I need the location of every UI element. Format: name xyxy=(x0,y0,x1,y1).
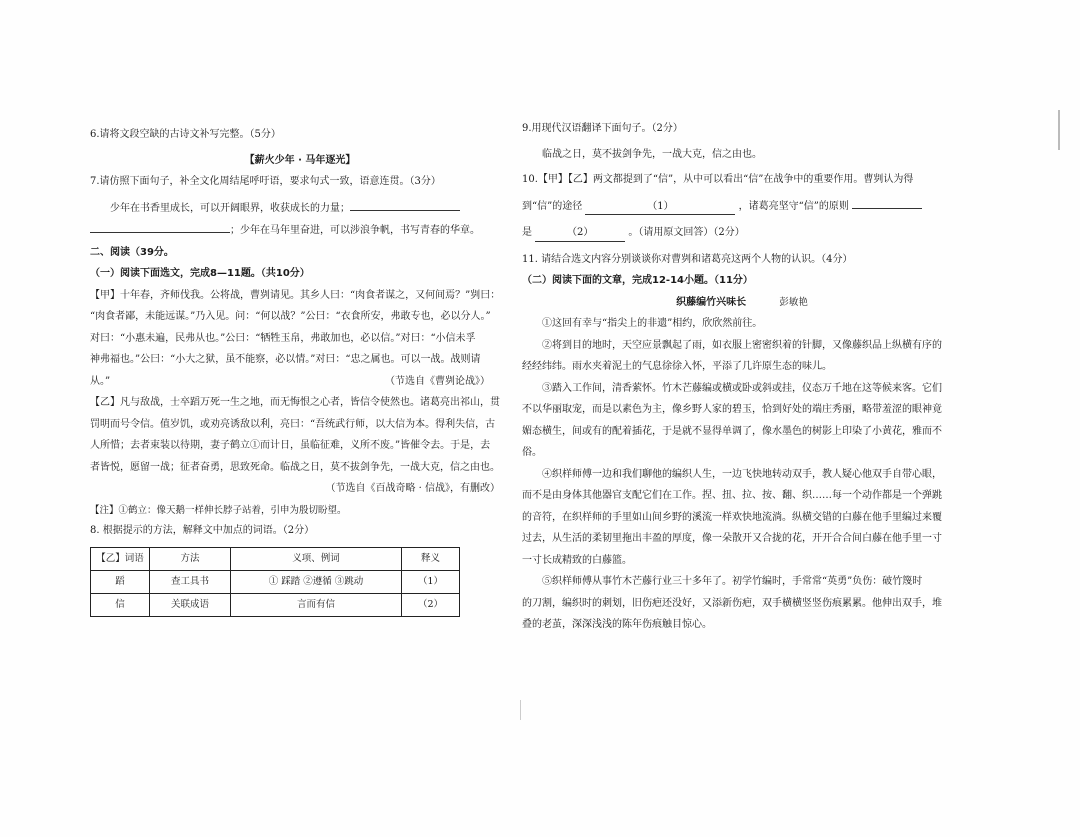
q10-answer-blank-1[interactable] xyxy=(585,200,735,216)
essay-line: ③踏入工作间，清香萦怀。竹木芒藤编或横或卧或斜或挂，仪态万千地在这等候来客。它们 xyxy=(542,382,942,394)
table-header-cell: 释义 xyxy=(402,547,460,570)
q7-answer-blank-a[interactable] xyxy=(350,201,460,211)
table-header-cell: 方法 xyxy=(150,547,231,570)
jia-source: （节选自《曹刿论战》） xyxy=(385,375,490,387)
section-banner: 【薪火少年 · 马年逐光】 xyxy=(244,154,356,166)
part-2-2-heading: （二）阅读下面的文章，完成12-14小题。（11分） xyxy=(522,275,753,286)
table-cell: 关联成语 xyxy=(150,593,231,616)
essay-author: 彭敏艳 xyxy=(779,296,808,308)
table-cell: 查工具书 xyxy=(150,570,231,593)
essay-line: ②将到目的地时，天空应景飘起了雨，如衣服上密密织着的针脚，又像藤织品上纵横有序的 xyxy=(542,339,942,351)
essay-title: 织藤编竹兴味长 xyxy=(676,296,747,308)
q7-sentence-a-text: 少年在书香里成长，可以开阔眼界，收获成长的力量； xyxy=(110,202,350,214)
q7-sentence-b xyxy=(90,223,510,239)
question-9: 9.用现代汉语翻译下面句子。（2分） xyxy=(522,123,683,134)
essay-line: 的音符，在织样师的手里如山间乡野的溪流一样欢快地流淌。纵横交错的白藤在他手里编过来覆 xyxy=(522,511,942,523)
essay-body xyxy=(522,317,962,633)
essay-title-row xyxy=(522,296,962,311)
question-7: 7.请仿照下面句子，补全文化周结尾呼吁语，要求句式一致，语意连贯。（3分） xyxy=(90,176,441,187)
q10-text: ，诸葛亮坚守“信”的原则 xyxy=(738,200,849,212)
essay-line: 而不是由身体其他器官支配它们在工作。捏、扭、拉、按、翻、织……每一个动作都是一个弹跳 xyxy=(522,490,942,501)
jia-line: 对曰：“小惠未遍，民弗从也。”公曰：“牺牲玉帛，弗敢加也，必以信。”对曰：“小信未孚 xyxy=(90,332,476,344)
q9-sentence: 临战之日，莫不拔剑争先，一战大克，信之由也。 xyxy=(542,148,762,160)
table-row xyxy=(91,570,460,593)
table-header-cell: 【乙】词语 xyxy=(91,547,150,570)
yi-source: （节选自《百战奇略 · 信战》，有删改） xyxy=(325,483,500,494)
question-6: 6.请将文段空缺的古诗文补写完整。（5分） xyxy=(90,129,281,140)
table-header-row xyxy=(91,547,460,570)
left-column xyxy=(90,128,510,617)
essay-line: 一寸长成精致的白藤篮。 xyxy=(522,554,632,566)
table-header-cell: 义项、例词 xyxy=(231,547,402,570)
question-8: 8. 根据提示的方法，解释文中加点的词语。（2分） xyxy=(90,525,315,537)
yi-line: 者皆悦，愿留一战；征者奋勇，思致死命。临战之日，莫不拔剑争先，一战大克，信之由也。 xyxy=(90,461,500,473)
q10-text: 。（请用原文回答）（2分） xyxy=(628,227,745,238)
q10-line-c xyxy=(522,226,962,242)
right-column xyxy=(522,122,962,633)
q10-text: 到“信”的途径 xyxy=(522,200,583,212)
q10-blank-label: （1） xyxy=(647,200,674,212)
table-cell: 言而有信 xyxy=(231,593,402,616)
essay-line: ④织样师傅一边和我们聊他的编织人生，一边飞快地转动双手，教人疑心他双手自带心眼， xyxy=(542,468,942,480)
q10-blank-label: （2） xyxy=(567,227,594,238)
q10-answer-blank-2[interactable] xyxy=(535,226,625,242)
table-cell: 信 xyxy=(91,593,150,616)
scan-mark xyxy=(520,700,521,720)
q10-trailing-blank[interactable] xyxy=(852,199,922,209)
table-row xyxy=(91,593,460,616)
annotation-note: 【注】①鹤立：像天鹅一样伸长脖子站着，引申为殷切盼望。 xyxy=(90,504,347,516)
yi-line: 罚明而号令信。值岁饥，或劝亮诱敌以利，亮曰：“吾统武行师，以大信为本。得利失信，古 xyxy=(90,418,496,430)
q7-sentence-a xyxy=(90,201,510,217)
q7-answer-blank-b[interactable] xyxy=(90,223,230,233)
part-2-heading: 二、阅读（39分。 xyxy=(90,246,174,258)
table-cell: ① 踩踏 ②遵循 ③跳动 xyxy=(231,570,402,593)
yi-line: 人所惜；去者束装以待期，妻子鹤立①而计日，虽临征难，义所不废。”皆催令去。于是，去 xyxy=(90,440,491,451)
jia-line: 从。” xyxy=(90,375,111,387)
question-10: 10.【甲】【乙】两文都提到了“信”，从中可以看出“信”在战争中的重要作用。曹刿认为得 xyxy=(522,174,914,185)
jia-last-row xyxy=(90,375,510,390)
part-2-1-heading: （一）阅读下面选文，完成8—11题。（共10分） xyxy=(90,268,310,279)
jia-line: 神弗福也。”公曰：“小大之狱，虽不能察，必以情。”对曰：“忠之属也。可以一战。战则请 xyxy=(90,354,481,365)
essay-line: ①这回有幸与“指尖上的非遗”相约，欣欣然前往。 xyxy=(542,318,763,329)
table-answer-cell[interactable]: （2） xyxy=(402,593,460,616)
table-cell: 蹈 xyxy=(91,570,150,593)
essay-line: 俗。 xyxy=(522,447,542,458)
table-answer-cell[interactable]: （1） xyxy=(402,570,460,593)
essay-line: 过去，从生活的柔韧里拖出丰盈的厚度，像一朵散开又合拢的花，开开合合间白藤在他手里一寸 xyxy=(522,533,942,544)
essay-line: 的刀割，编织时的刺划，旧伤疤还没好，又添新伤疤，双手横横竖竖伤痕累累。他伸出双手，堆 xyxy=(522,597,942,609)
essay-line: ⑤织样师傅从事竹木芒藤行业三十多年了。初学竹编时，手常常“英勇”负伤：破竹篾时 xyxy=(542,576,923,587)
essay-line: 叠的老茧，深深浅浅的陈年伤痕触目惊心。 xyxy=(522,619,712,630)
yi-line: 【乙】凡与敌战，士卒蹈万死一生之地，而无悔恨之心者，皆信令使然也。诸葛亮出祁山，贯 xyxy=(90,397,500,408)
q10-text: 是 xyxy=(522,227,532,238)
q10-line-b xyxy=(522,199,962,216)
jia-line: “肉食者鄙，未能远谋。”乃入见。问：“何以战？”公曰：“衣食所安，弗敢专也，必以分人。” xyxy=(90,311,491,322)
essay-line: 不以华丽取宠，而是以素色为主，像乡野人家的碧玉，恰到好处的端庄秀丽，略带羞涩的眼神竟 xyxy=(522,404,942,415)
q7-sentence-b-text: ；少年在马年里奋进，可以涉浪争帆，书写青春的华章。 xyxy=(230,225,480,236)
jia-line: 【甲】十年春，齐师伐我。公将战，曹刿请见。其乡人曰：“肉食者谋之，又何间焉？”刿曰： xyxy=(90,289,501,301)
essay-line: 经经纬纬。雨水夹着泥土的气息徐徐入怀，平添了几许原生态的味儿。 xyxy=(522,361,832,372)
question-11: 11. 请结合选文内容分别谈谈你对曹刿和诸葛亮这两个人物的认识。（4分） xyxy=(522,253,853,265)
vocab-table xyxy=(90,547,460,617)
scan-mark xyxy=(1058,110,1060,150)
essay-line: 媚态横生，间或有的配着插花，于是就不显得单调了，像水墨色的树影上印染了小黄花，雅而不 xyxy=(522,425,942,437)
